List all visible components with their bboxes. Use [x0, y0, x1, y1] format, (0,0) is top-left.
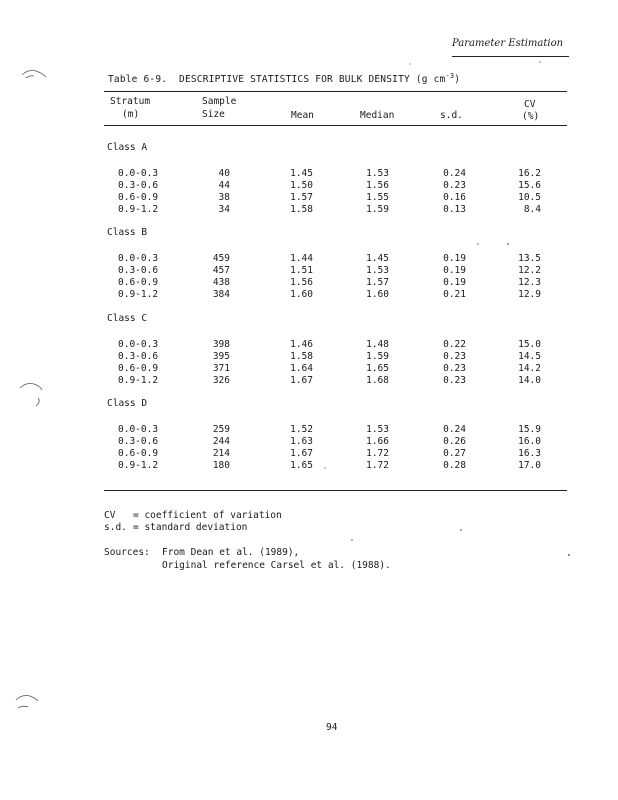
median-cell: 1.57 — [366, 277, 389, 288]
cv-cell: 12.3 — [518, 277, 541, 288]
mean-cell: 1.50 — [290, 180, 313, 191]
hole-punch-mark-top — [22, 71, 46, 79]
footnote-cv-def: = coefficient of variation — [133, 510, 282, 521]
stratum-cell: 0.0-0.3 — [118, 339, 159, 350]
table-caption-prefix: Table 6-9. — [108, 74, 168, 86]
sample-size-cell: 180 — [212, 460, 230, 471]
mean-cell: 1.58 — [290, 204, 313, 215]
cv-cell: 16.2 — [518, 168, 541, 179]
sample-size-cell: 34 — [218, 204, 230, 215]
sample-size-cell: 44 — [218, 180, 230, 191]
sd-cell: 0.21 — [443, 289, 466, 300]
header-stratum-line1: Stratum — [110, 96, 151, 107]
sd-cell: 0.23 — [443, 351, 466, 362]
mean-cell: 1.63 — [290, 436, 313, 447]
sample-size-cell: 459 — [212, 253, 230, 264]
mean-cell: 1.56 — [290, 277, 313, 288]
class-label: Class C — [107, 313, 148, 324]
sample-size-cell: 384 — [212, 289, 230, 300]
footnote-sd-def: = standard deviation — [133, 522, 248, 533]
sample-size-cell: 438 — [212, 277, 230, 288]
mean-cell: 1.44 — [290, 253, 313, 264]
mean-cell: 1.67 — [290, 448, 313, 459]
page-number: 94 — [326, 722, 338, 733]
median-cell: 1.53 — [366, 424, 389, 435]
running-head-rule — [452, 56, 569, 57]
stratum-cell: 0.6-0.9 — [118, 192, 159, 203]
cv-cell: 15.0 — [518, 339, 541, 350]
mean-cell: 1.60 — [290, 289, 313, 300]
sample-size-cell: 38 — [218, 192, 230, 203]
cv-cell: 10.5 — [518, 192, 541, 203]
footnote-sd-abbr: s.d. — [104, 522, 127, 533]
table-caption — [108, 72, 460, 85]
stratum-cell: 0.0-0.3 — [118, 168, 159, 179]
mean-cell: 1.67 — [290, 375, 313, 386]
class-label: Class D — [107, 398, 148, 409]
table-top-rule — [104, 91, 567, 92]
header-median: Median — [360, 110, 395, 121]
stratum-cell: 0.3-0.6 — [118, 180, 159, 191]
sd-cell: 0.23 — [443, 180, 466, 191]
cv-cell: 13.5 — [518, 253, 541, 264]
stratum-cell: 0.6-0.9 — [118, 363, 159, 374]
header-sample-line2: Size — [202, 109, 225, 120]
sample-size-cell: 244 — [212, 436, 230, 447]
cv-cell: 15.9 — [518, 424, 541, 435]
header-sample-line1: Sample — [202, 96, 237, 107]
sample-size-cell: 40 — [218, 168, 230, 179]
stratum-cell: 0.3-0.6 — [118, 436, 159, 447]
stratum-cell: 0.9-1.2 — [118, 289, 159, 300]
hole-punch-mark-middle — [20, 384, 42, 407]
header-cv-line1: CV — [524, 99, 536, 110]
sample-size-cell: 326 — [212, 375, 230, 386]
cv-cell: 17.0 — [518, 460, 541, 471]
median-cell: 1.72 — [366, 460, 389, 471]
sample-size-cell: 214 — [212, 448, 230, 459]
sample-size-cell: 398 — [212, 339, 230, 350]
cv-cell: 8.4 — [523, 204, 541, 215]
dust-specks — [324, 61, 570, 556]
sd-cell: 0.24 — [443, 424, 466, 435]
stratum-cell: 0.9-1.2 — [118, 375, 159, 386]
sd-cell: 0.24 — [443, 168, 466, 179]
table-caption-close: ) — [454, 74, 461, 86]
cv-cell: 16.3 — [518, 448, 541, 459]
sd-cell: 0.13 — [443, 204, 466, 215]
header-stratum-line2: (m) — [122, 109, 140, 120]
class-label: Class A — [107, 142, 148, 153]
table-caption-text: DESCRIPTIVE STATISTICS FOR BULK DENSITY (g cm — [179, 74, 446, 86]
mean-cell: 1.65 — [290, 460, 313, 471]
median-cell: 1.59 — [366, 351, 389, 362]
sources-label: Sources: — [104, 547, 150, 558]
sample-size-cell: 371 — [212, 363, 230, 374]
sd-cell: 0.27 — [443, 448, 466, 459]
sd-cell: 0.26 — [443, 436, 466, 447]
hole-punch-mark-bottom — [16, 696, 38, 709]
median-cell: 1.60 — [366, 289, 389, 300]
median-cell: 1.53 — [366, 265, 389, 276]
median-cell: 1.66 — [366, 436, 389, 447]
median-cell: 1.56 — [366, 180, 389, 191]
table-caption-exponent: -3 — [445, 72, 455, 80]
mean-cell: 1.57 — [290, 192, 313, 203]
cv-cell: 12.2 — [518, 265, 541, 276]
sd-cell: 0.23 — [443, 363, 466, 374]
sd-cell: 0.22 — [443, 339, 466, 350]
sources-line1: From Dean et al. (1989), — [162, 547, 300, 558]
cv-cell: 15.6 — [518, 180, 541, 191]
stratum-cell: 0.6-0.9 — [118, 448, 159, 459]
cv-cell: 14.2 — [518, 363, 541, 374]
class-label: Class B — [107, 227, 148, 238]
stratum-cell: 0.3-0.6 — [118, 351, 159, 362]
stratum-cell: 0.3-0.6 — [118, 265, 159, 276]
sample-size-cell: 395 — [212, 351, 230, 362]
mean-cell: 1.52 — [290, 424, 313, 435]
sample-size-cell: 457 — [212, 265, 230, 276]
mean-cell: 1.46 — [290, 339, 313, 350]
mean-cell: 1.51 — [290, 265, 313, 276]
median-cell: 1.48 — [366, 339, 389, 350]
median-cell: 1.65 — [366, 363, 389, 374]
median-cell: 1.59 — [366, 204, 389, 215]
cv-cell: 12.9 — [518, 289, 541, 300]
cv-cell: 14.5 — [518, 351, 541, 362]
sd-cell: 0.28 — [443, 460, 466, 471]
header-sd: s.d. — [440, 110, 463, 121]
cv-cell: 14.0 — [518, 375, 541, 386]
stratum-cell: 0.0-0.3 — [118, 253, 159, 264]
sd-cell: 0.23 — [443, 375, 466, 386]
header-cv-line2: (%) — [522, 111, 540, 122]
mean-cell: 1.58 — [290, 351, 313, 362]
running-head: Parameter Estimation — [452, 38, 564, 49]
header-mean: Mean — [291, 110, 314, 121]
cv-cell: 16.0 — [518, 436, 541, 447]
median-cell: 1.45 — [366, 253, 389, 264]
median-cell: 1.72 — [366, 448, 389, 459]
mean-cell: 1.45 — [290, 168, 313, 179]
sd-cell: 0.16 — [443, 192, 466, 203]
sd-cell: 0.19 — [443, 265, 466, 276]
stratum-cell: 0.9-1.2 — [118, 204, 159, 215]
stratum-cell: 0.0-0.3 — [118, 424, 159, 435]
table-bottom-rule — [104, 490, 567, 491]
sources-line2: Original reference Carsel et al. (1988). — [162, 560, 391, 571]
stratum-cell: 0.6-0.9 — [118, 277, 159, 288]
median-cell: 1.55 — [366, 192, 389, 203]
header-bottom-rule — [104, 125, 567, 126]
median-cell: 1.53 — [366, 168, 389, 179]
sd-cell: 0.19 — [443, 253, 466, 264]
mean-cell: 1.64 — [290, 363, 313, 374]
sample-size-cell: 259 — [212, 424, 230, 435]
footnote-cv-abbr: CV — [104, 510, 116, 521]
median-cell: 1.68 — [366, 375, 389, 386]
stratum-cell: 0.9-1.2 — [118, 460, 159, 471]
sd-cell: 0.19 — [443, 277, 466, 288]
